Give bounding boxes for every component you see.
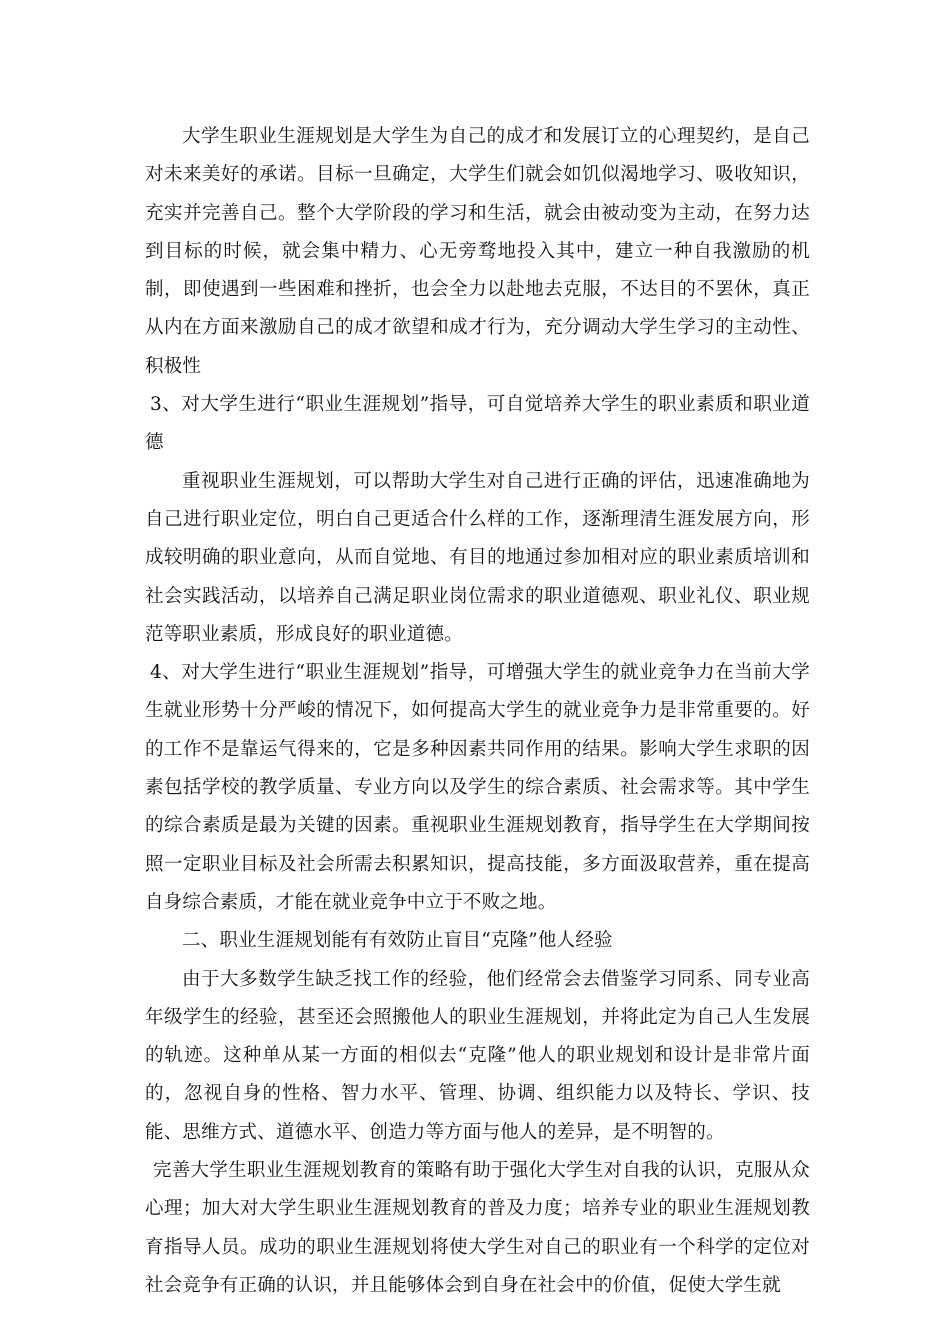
paragraph-heading-3-professional-ethics: 3、对大学生进行“职业生涯规划”指导，可自觉培养大学生的职业素质和职业道德 (145, 394, 810, 454)
paragraph-cloning-experience: 由于大多数学生缺乏找工作的经验，他们经常会去借鉴学习同系、同专业高年级学生的经验，甚至还会照搬他人的职业生涯规划，并将此定为自己人生发展的轨迹。这种单从某一方面的相似去“克隆”他人的职业规划和设计是非常片面的，忽视自身的性格、智力水平、管理、协调、组织能力以及特长、学识、技能、思维方式、道德水平、创造力等方面与他人的差异，是不明智的。 (145, 968, 810, 1143)
section-heading-avoid-cloning: 二、职业生涯规划能有有效防止盲目“克隆”他人经验 (182, 930, 613, 952)
paragraph-improvement-strategies: 完善大学生职业生涯规划教育的策略有助于强化大学生对自我的认识，克服从众心理；加大对大学生职业生涯规划教育的普及力度；培养专业的职业生涯规划教育指导人员。成功的职业生涯规划将使大学生对自己的职业有一个科学的定位对社会竞争有正确的认识，并且能够体会到自身在社会中的价值，促使大学生就 (145, 1160, 810, 1296)
paragraph-professional-qualities: 重视职业生涯规划，可以帮助大学生对自己进行正确的评估，迅速准确地为自己进行职业定位，明白自己更适合什么样的工作，逐渐理清生涯发展方向，形成较明确的职业意向，从而自觉地、有目的地通过参加相对应的职业素质培训和社会实践活动，以培养自己满足职业岗位需求的职业道德观、职业礼仪、职业规范等职业素质，形成良好的职业道德。 (145, 470, 810, 645)
paragraph-career-planning-motivation: 大学生职业生涯规划是大学生为自己的成才和发展订立的心理契约，是自己对未来美好的承诺。目标一旦确定，大学生们就会如饥似渴地学习、吸收知识，充实并完善自己。整个大学阶段的学习和生活，就会由被动变为主动，在努力达到目标的时候，就会集中精力、心无旁骛地投入其中，建立一种自我激励的机制，即使遇到一些困难和挫折，也会全力以赴地去克服，不达目的不罢休，真正从内在方面来激励自己的成才欲望和成才行为，充分调动大学生学习的主动性、积极性 (145, 126, 810, 377)
paragraph-heading-4-competitiveness: 4、对大学生进行“职业生涯规划”指导，可增强大学生的就业竞争力在当前大学生就业形势十分严峻的情况下，如何提高大学生的就业竞争力是非常重要的。好的工作不是靠运气得来的，它是多种因素共同作用的结果。影响大学生求职的因素包括学校的教学质量、专业方向以及学生的综合素质、社会需求等。其中学生的综合素质是最为关键的因素。重视职业生涯规划教育，指导学生在大学期间按照一定职业目标及社会所需去积累知识，提高技能，多方面汲取营养，重在提高自身综合素质，才能在就业竞争中立于不败之地。 (145, 662, 810, 913)
document-body (145, 118, 810, 1305)
